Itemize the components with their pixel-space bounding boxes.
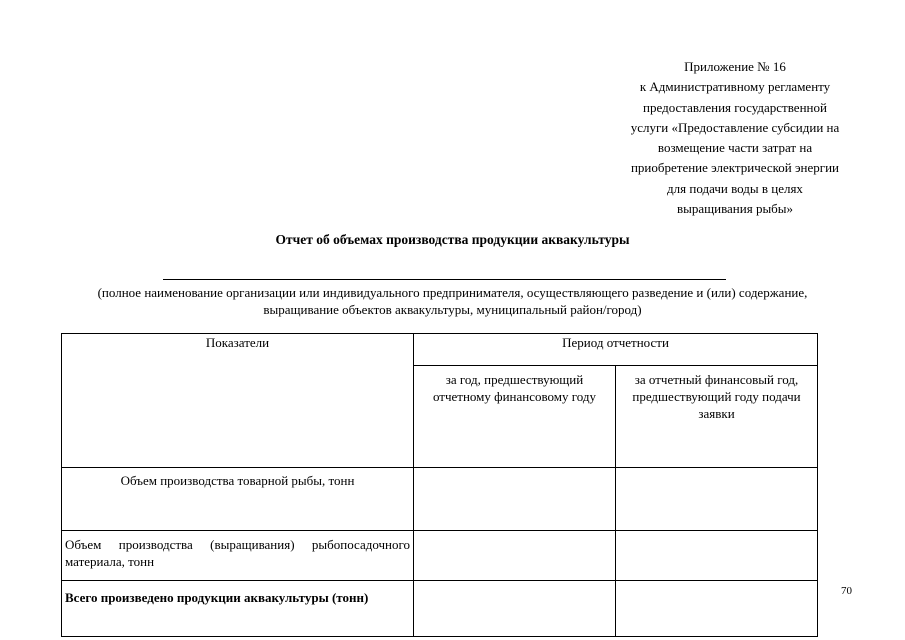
header-period: Период отчетности — [414, 334, 818, 366]
appendix-line: услуги «Предоставление субсидии на — [630, 119, 840, 135]
table-header-row — [62, 334, 818, 366]
header-indicators: Показатели — [62, 334, 414, 468]
row-label-total: Всего произведено продукции аквакультуры (тонн) — [62, 581, 414, 637]
table-row — [62, 468, 818, 531]
report-table — [61, 333, 818, 637]
organization-hint-line: (полное наименование организации или индивидуального предпринимателя, осуществляющего разведение и (или) содержание, — [97, 285, 808, 300]
appendix-line: для подачи воды в целях — [667, 180, 803, 196]
header-report-year: за отчетный финансовый год, предшествующий году подачи заявки — [616, 366, 818, 468]
cell-prev-year[interactable] — [414, 531, 616, 581]
appendix-line: приобретение электрической энергии — [630, 160, 840, 176]
table-row — [62, 531, 818, 581]
appendix-line: Приложение № 16 — [684, 59, 786, 74]
organization-hint-line: выращивание объектов аквакультуры, муниципальный район/город) — [263, 302, 642, 317]
table-row-total — [62, 581, 818, 637]
cell-report-year[interactable] — [616, 531, 818, 581]
appendix-block — [605, 57, 865, 219]
cell-report-year[interactable] — [616, 468, 818, 531]
appendix-line: предоставления государственной — [643, 99, 827, 115]
row-label: Объем производства (выращивания) рыбопосадочного материала, тонн — [62, 531, 414, 581]
organization-hint — [25, 284, 880, 318]
appendix-line: выращивания рыбы» — [676, 201, 794, 217]
appendix-line: возмещение части затрат на — [657, 140, 813, 156]
appendix-line: к Административному регламенту — [639, 79, 831, 95]
organization-name-line — [163, 279, 726, 280]
cell-report-year[interactable] — [616, 581, 818, 637]
header-prev-year: за год, предшествующий отчетному финансовому году — [414, 366, 616, 468]
row-label: Объем производства товарной рыбы, тонн — [62, 468, 414, 531]
page-number: 70 — [841, 585, 852, 597]
cell-prev-year[interactable] — [414, 468, 616, 531]
report-title: Отчет об объемах производства продукции аквакультуры — [275, 232, 630, 247]
cell-prev-year[interactable] — [414, 581, 616, 637]
